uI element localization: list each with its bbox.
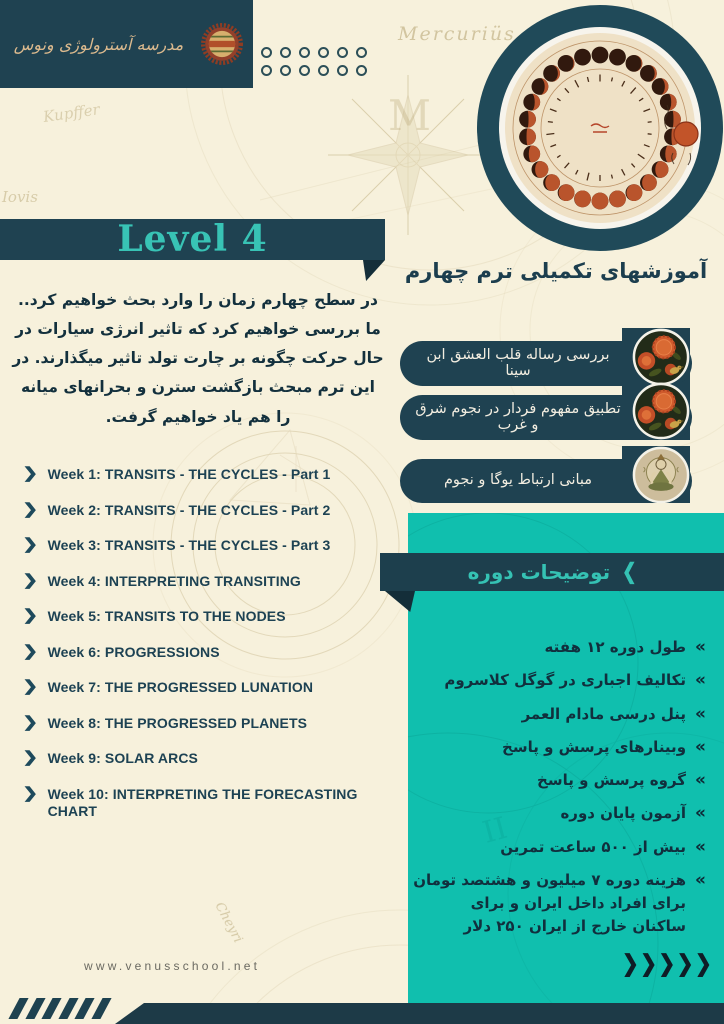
details-banner xyxy=(380,553,724,591)
level-banner xyxy=(0,219,385,260)
course-detail-text: بیش از ۵۰۰ ساعت تمرین xyxy=(500,837,687,856)
intro-paragraph: در سطح چهارم زمان را وارد بحث خواهیم کرد.. ما بررسی خواهیم کرد که تاثیر انرژی سیارات در حال حرکت چگونه بر چارت تولد تاثیر میگذارند. در این ترم مبحث بازگشت سترن و بحرانهای میانه را هم یاد خواهیم گرفت. xyxy=(12,291,384,426)
chevron-right-icon: ❯ xyxy=(22,571,39,589)
week-list-item xyxy=(24,502,399,520)
week-label: Week 2: TRANSITS - THE CYCLES - Part 2 xyxy=(47,501,331,518)
week-list-item xyxy=(24,537,399,555)
svg-text:Mercuriüs: Mercuriüs xyxy=(398,23,516,45)
double-chevron-left-icon: « xyxy=(695,869,706,890)
chevron-right-icon: ❯ xyxy=(22,784,39,802)
week-label: Week 7: THE PROGRESSED LUNATION xyxy=(47,679,314,695)
double-chevron-left-icon: « xyxy=(695,703,706,724)
school-logo-icon xyxy=(201,23,243,65)
chevron-right-icon: ❯ xyxy=(22,500,39,518)
chevron-right-icon: ❯ xyxy=(22,749,39,766)
level-title: Level 4 xyxy=(117,218,268,260)
pill-label: مبانی ارتباط یوگا و نجوم xyxy=(443,472,593,489)
week-list-item xyxy=(24,715,399,733)
pill-label: تطبیق مفهوم فردار در نجوم شرق و غرب xyxy=(415,400,621,433)
week-list-item xyxy=(24,608,399,626)
website-url[interactable]: www.venusschool.net xyxy=(84,959,261,973)
course-detail-text: تکالیف اجباری در گوگل کلاسروم xyxy=(444,671,687,690)
double-chevron-left-icon: « xyxy=(695,836,706,857)
course-detail-item xyxy=(412,703,706,726)
week-list-item xyxy=(24,644,399,662)
supplementary-heading: آموزشهای تکمیلی ترم چهارم xyxy=(404,259,708,283)
header-banner xyxy=(0,0,253,88)
week-label: Week 1: TRANSITS - THE CYCLES - Part 1 xyxy=(47,466,331,482)
course-detail-text: آزمون پایان دوره xyxy=(560,804,687,823)
course-detail-item xyxy=(412,669,706,692)
week-label: Week 10: INTERPRETING THE FORECASTING CHART xyxy=(47,785,358,819)
school-name: مدرسه آسترولوژی ونوس xyxy=(13,34,184,54)
yogi-miniature-icon xyxy=(632,446,690,504)
week-list-item xyxy=(24,466,399,484)
course-detail-text: هزینه دوره ۷ میلیون و هشتصد تومان برای افراد داخل ایران و برای ساکنان خارج از ایران ۲۵۰ دلار xyxy=(413,870,687,936)
double-chevron-left-icon: « xyxy=(695,770,706,790)
week-label: Week 8: THE PROGRESSED PLANETS xyxy=(47,714,308,731)
course-details-list xyxy=(412,636,712,939)
week-label: Week 9: SOLAR ARCS xyxy=(47,750,198,766)
course-detail-text: گروه پرسش و پاسخ xyxy=(537,771,687,789)
chevron-right-icon: ❯ xyxy=(22,607,39,624)
course-detail-item xyxy=(412,836,706,859)
week-list-item xyxy=(24,786,399,821)
chevron-right-icon: ❯ xyxy=(22,465,39,482)
week-label: Week 6: PROGRESSIONS xyxy=(47,643,220,660)
week-list-item xyxy=(24,573,399,591)
flower-miniature-icon xyxy=(632,328,690,386)
details-banner-title: توضیحات دوره xyxy=(467,560,611,584)
double-chevron-left-icon: « xyxy=(695,803,706,824)
double-chevron-left-icon: « xyxy=(695,670,706,691)
chevron-right-icon: ❯ xyxy=(22,713,39,731)
course-detail-item xyxy=(412,769,706,792)
slash-decoration xyxy=(14,998,106,1019)
course-detail-item xyxy=(412,736,706,759)
pill-label: بررسی رساله قلب العشق ابن سینا xyxy=(426,346,610,379)
week-list-item xyxy=(24,679,399,697)
dot-grid xyxy=(261,47,367,83)
week-list xyxy=(24,466,399,821)
course-detail-text: طول دوره ۱۲ هفته xyxy=(544,638,687,656)
chevron-right-icon: ❯ xyxy=(22,642,39,660)
course-detail-item xyxy=(412,802,706,825)
double-chevron-left-icon: « xyxy=(695,736,706,757)
week-list-item xyxy=(24,750,399,768)
course-detail-text: پنل درسی مادام العمر xyxy=(521,704,687,723)
double-chevron-left-icon: « xyxy=(695,637,706,657)
chevron-left-icon: ❮ xyxy=(622,559,637,584)
course-detail-item xyxy=(412,869,706,939)
level-banner-fold xyxy=(363,260,385,281)
bottom-bar xyxy=(115,1003,724,1024)
week-label: Week 5: TRANSITS TO THE NODES xyxy=(47,608,286,624)
svg-text:Iovis: Iovis xyxy=(2,188,38,206)
next-arrows[interactable]: ❯❯❯❯❯ xyxy=(622,951,714,977)
flower-miniature-icon xyxy=(632,382,690,440)
svg-text:Cheyri: Cheyri xyxy=(211,899,246,946)
chevron-right-icon: ❯ xyxy=(22,536,39,553)
week-label: Week 4: INTERPRETING TRANSITING xyxy=(47,572,301,589)
svg-text:M: M xyxy=(388,91,432,140)
chevron-right-icon: ❯ xyxy=(22,678,39,695)
week-label: Week 3: TRANSITS - THE CYCLES - Part 3 xyxy=(47,537,331,553)
course-detail-item xyxy=(412,636,706,659)
svg-text:Kupffer: Kupffer xyxy=(42,100,101,126)
svg-text:II: II xyxy=(479,810,511,851)
course-detail-text: وبینارهای پرسش و پاسخ xyxy=(502,737,687,756)
lunar-phases-manuscript-image xyxy=(477,5,723,251)
